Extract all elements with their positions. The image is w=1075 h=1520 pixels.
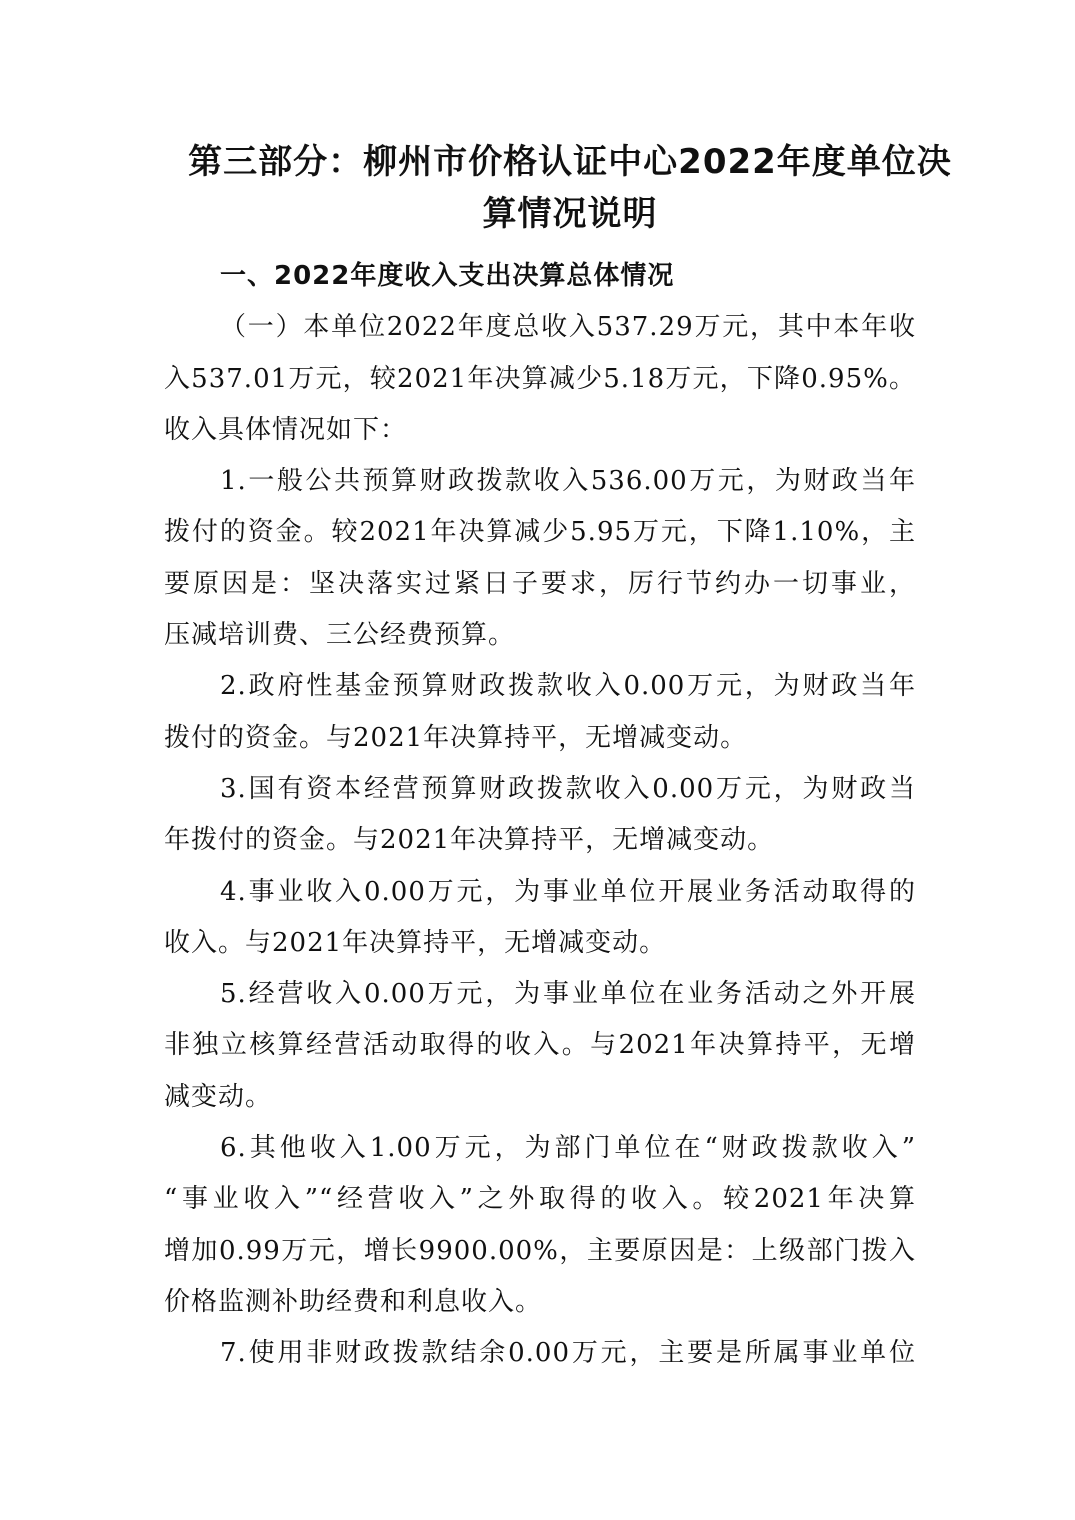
page-title: [150, 136, 990, 240]
paragraph-state-capital: [164, 764, 916, 867]
paragraph-non-fiscal-balance: [164, 1328, 916, 1379]
paragraph-line: 收入。与2021年决算持平，无增减变动。: [164, 927, 667, 958]
paragraph-income-total: [164, 302, 916, 456]
paragraph-business-income: [164, 867, 916, 970]
section-heading: 一、2022年度收入支出决算总体情况: [220, 261, 675, 291]
paragraph-line: 3.国有资本经营预算财政拨款收入0.00万元，为财政当: [220, 773, 916, 804]
paragraph-line: 年拨付的资金。与2021年决算持平，无增减变动。: [164, 825, 775, 856]
document-body: [164, 251, 916, 1380]
paragraph-line: 5.经营收入0.00万元，为事业单位在业务活动之外开展: [220, 979, 916, 1010]
paragraph-line: 7.使用非财政拨款结余0.00万元，主要是所属事业单位: [220, 1338, 916, 1369]
paragraph-line: 6.其他收入1.00万元，为部门单位在“财政拨款收入”: [220, 1133, 916, 1164]
paragraph-line: 增加0.99万元，增长9900.00%，主要原因是：上级部门拨入: [164, 1235, 916, 1266]
paragraph-line: 4.事业收入0.00万元，为事业单位开展业务活动取得的: [220, 876, 916, 907]
paragraph-line: 拨付的资金。较2021年决算减少5.95万元，下降1.10%，主: [164, 517, 916, 548]
paragraph-line: 减变动。: [164, 1081, 273, 1112]
paragraph-line: 入537.01万元，较2021年决算减少5.18万元，下降0.95%。: [164, 363, 916, 394]
paragraph-line: 拨付的资金。与2021年决算持平，无增减变动。: [164, 722, 748, 753]
paragraph-line: （一）本单位2022年度总收入537.29万元，其中本年收: [220, 312, 916, 343]
paragraph-line: “事业收入”“经营收入”之外取得的收入。较2021年决算: [164, 1184, 916, 1215]
paragraph-general-budget: [164, 456, 916, 661]
paragraph-line: 收入具体情况如下：: [164, 414, 408, 445]
paragraph-line: 压减培训费、三公经费预算。: [164, 620, 516, 651]
paragraph-line: 要原因是：坚决落实过紧日子要求，厉行节约办一切事业，: [164, 568, 916, 599]
paragraph-government-fund: [164, 661, 916, 764]
paragraph-other-income: [164, 1123, 916, 1328]
title-line-1: 第三部分：柳州市价格认证中心2022年度单位决: [188, 142, 952, 182]
paragraph-line: 1.一般公共预算财政拨款收入536.00万元，为财政当年: [220, 466, 916, 497]
title-line-2: 算情况说明: [482, 194, 658, 234]
paragraph-line: 非独立核算经营活动取得的收入。与2021年决算持平，无增: [164, 1030, 916, 1061]
paragraph-operating-income: [164, 969, 916, 1123]
paragraph-line: 价格监测补助经费和利息收入。: [164, 1286, 543, 1317]
paragraph-line: 2.政府性基金预算财政拨款收入0.00万元，为财政当年: [220, 671, 916, 702]
